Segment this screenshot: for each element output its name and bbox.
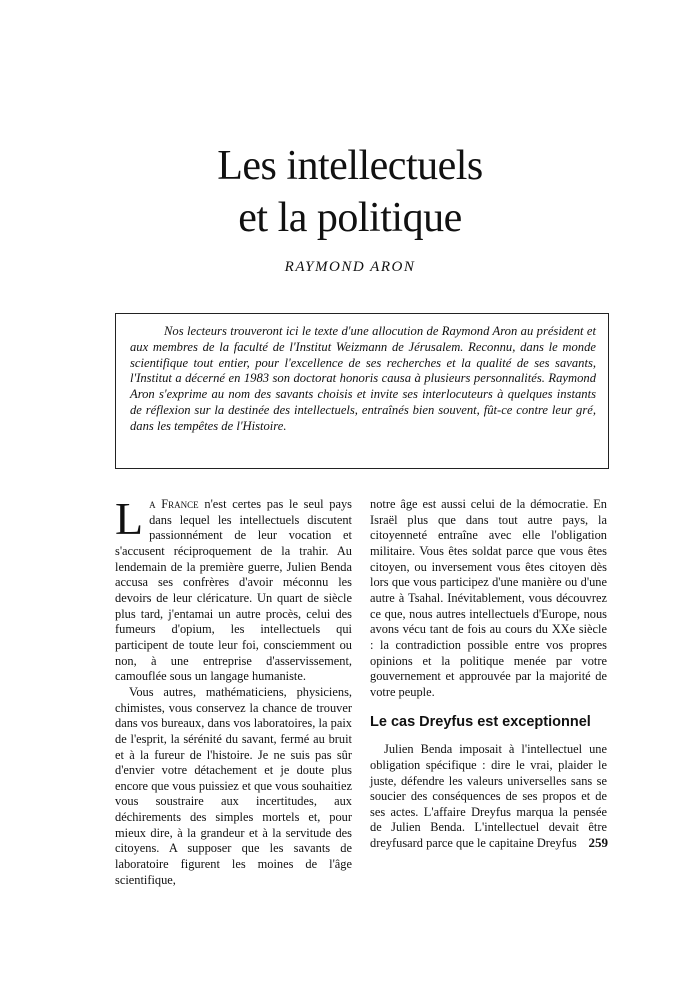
article-title xyxy=(0,140,700,244)
paragraph-3: notre âge est aussi celui de la démocratie. En Israël plus que dans tout autre pays, la citoyenneté entraîne avec elle l'obligation militaire. Vous êtes soldat parce que vous êtes citoyen, ou inversement vous êtes citoyen dès lors que vous participez d'une manière ou d'une autre à Tsahal. Inévitablement, vous découvrez ce que, nous autres intellectuels d'Europe, nous avons vécu tant de fois au cours du XXe siècle : la contradiction possible entre vos propres opinions et la politique menée par votre gouvernement et approuvée par la majorité de votre peuple. xyxy=(370,497,607,699)
author-name: RAYMOND ARON xyxy=(284,259,416,275)
article-title-line-1: Les intellectuels xyxy=(217,143,483,189)
paragraph-1-text: n'est certes pas le seul pays dans lequel les intellectuels discutent passionnément de leur vocation et s'accusent réciproquement de la trahir. Au lendemain de la première guerre, Julien Benda accusa ses confrères d'avoir méconnu les devoirs de leur cléricature. Un quart de siècle plus tard, j'entamai un autre procès, celui des fumeurs d'opium, les intellectuels qui participent de toute leur foi, consciemment ou non, à une entreprise d'asservissement, camouflée sous un langage humaniste. xyxy=(115,497,352,684)
lead-small-caps: a France xyxy=(149,497,199,511)
paragraph-4: Julien Benda imposait à l'intellectuel une obligation spécifique : dire le vrai, plaider le juste, défendre les valeurs universelles sans se soucier des conséquences de ses propos et de ses actes. L'affaire Dreyfus marqua la pensée de Julien Benda. L'intellectuel devait être dreyfusard parce que le capitaine Dreyfus xyxy=(370,742,607,851)
left-column xyxy=(115,493,352,888)
intro-box xyxy=(115,313,609,469)
intro-text: Nos lecteurs trouveront ici le texte d'une allocution de Raymond Aron au président et aux membres de la faculté de l'Institut Weizmann de Jérusalem. Reconnu, dans le monde scientifique tout entier, pour l'excellence de ses recherches et la qualité de ses savants, l'Institut a décerné en 1983 son doctorat honoris causa à plusieurs personnalités. Raymond Aron s'exprime au nom des savants choisis et invite ses interlocuteurs à quelques instants de réflexion sur la destinée des intellectuels, entraînés bien souvent, fût-ce contre leur gré, dans les tempêtes de l'Histoire. xyxy=(130,324,596,433)
paragraph-2: Vous autres, mathématiciens, physiciens, chimistes, vous conservez la chance de trouver dans vos bureaux, dans vos laboratoires, la paix de l'esprit, la sérénité du savant, fermé au bruit et à la fureur de l'histoire. Je ne suis pas sûr d'envier votre détachement et je doute plus encore que vous puissiez et que vous souhaitiez vous soustraire aux incertitudes, aux déchirements des simples mortels et, pour mieux dire, à la grandeur et à la servitude des citoyens. A supposer que les savants de laboratoire figurent les moines de l'âge scientifique, xyxy=(115,684,352,887)
right-column xyxy=(370,497,607,852)
article-title-line-2: et la politique xyxy=(238,195,462,241)
section-heading: Le cas Dreyfus est exceptionnel xyxy=(370,713,591,730)
page-number: 259 xyxy=(588,835,608,850)
paragraph-1 xyxy=(115,493,352,685)
drop-cap: L xyxy=(115,493,144,544)
